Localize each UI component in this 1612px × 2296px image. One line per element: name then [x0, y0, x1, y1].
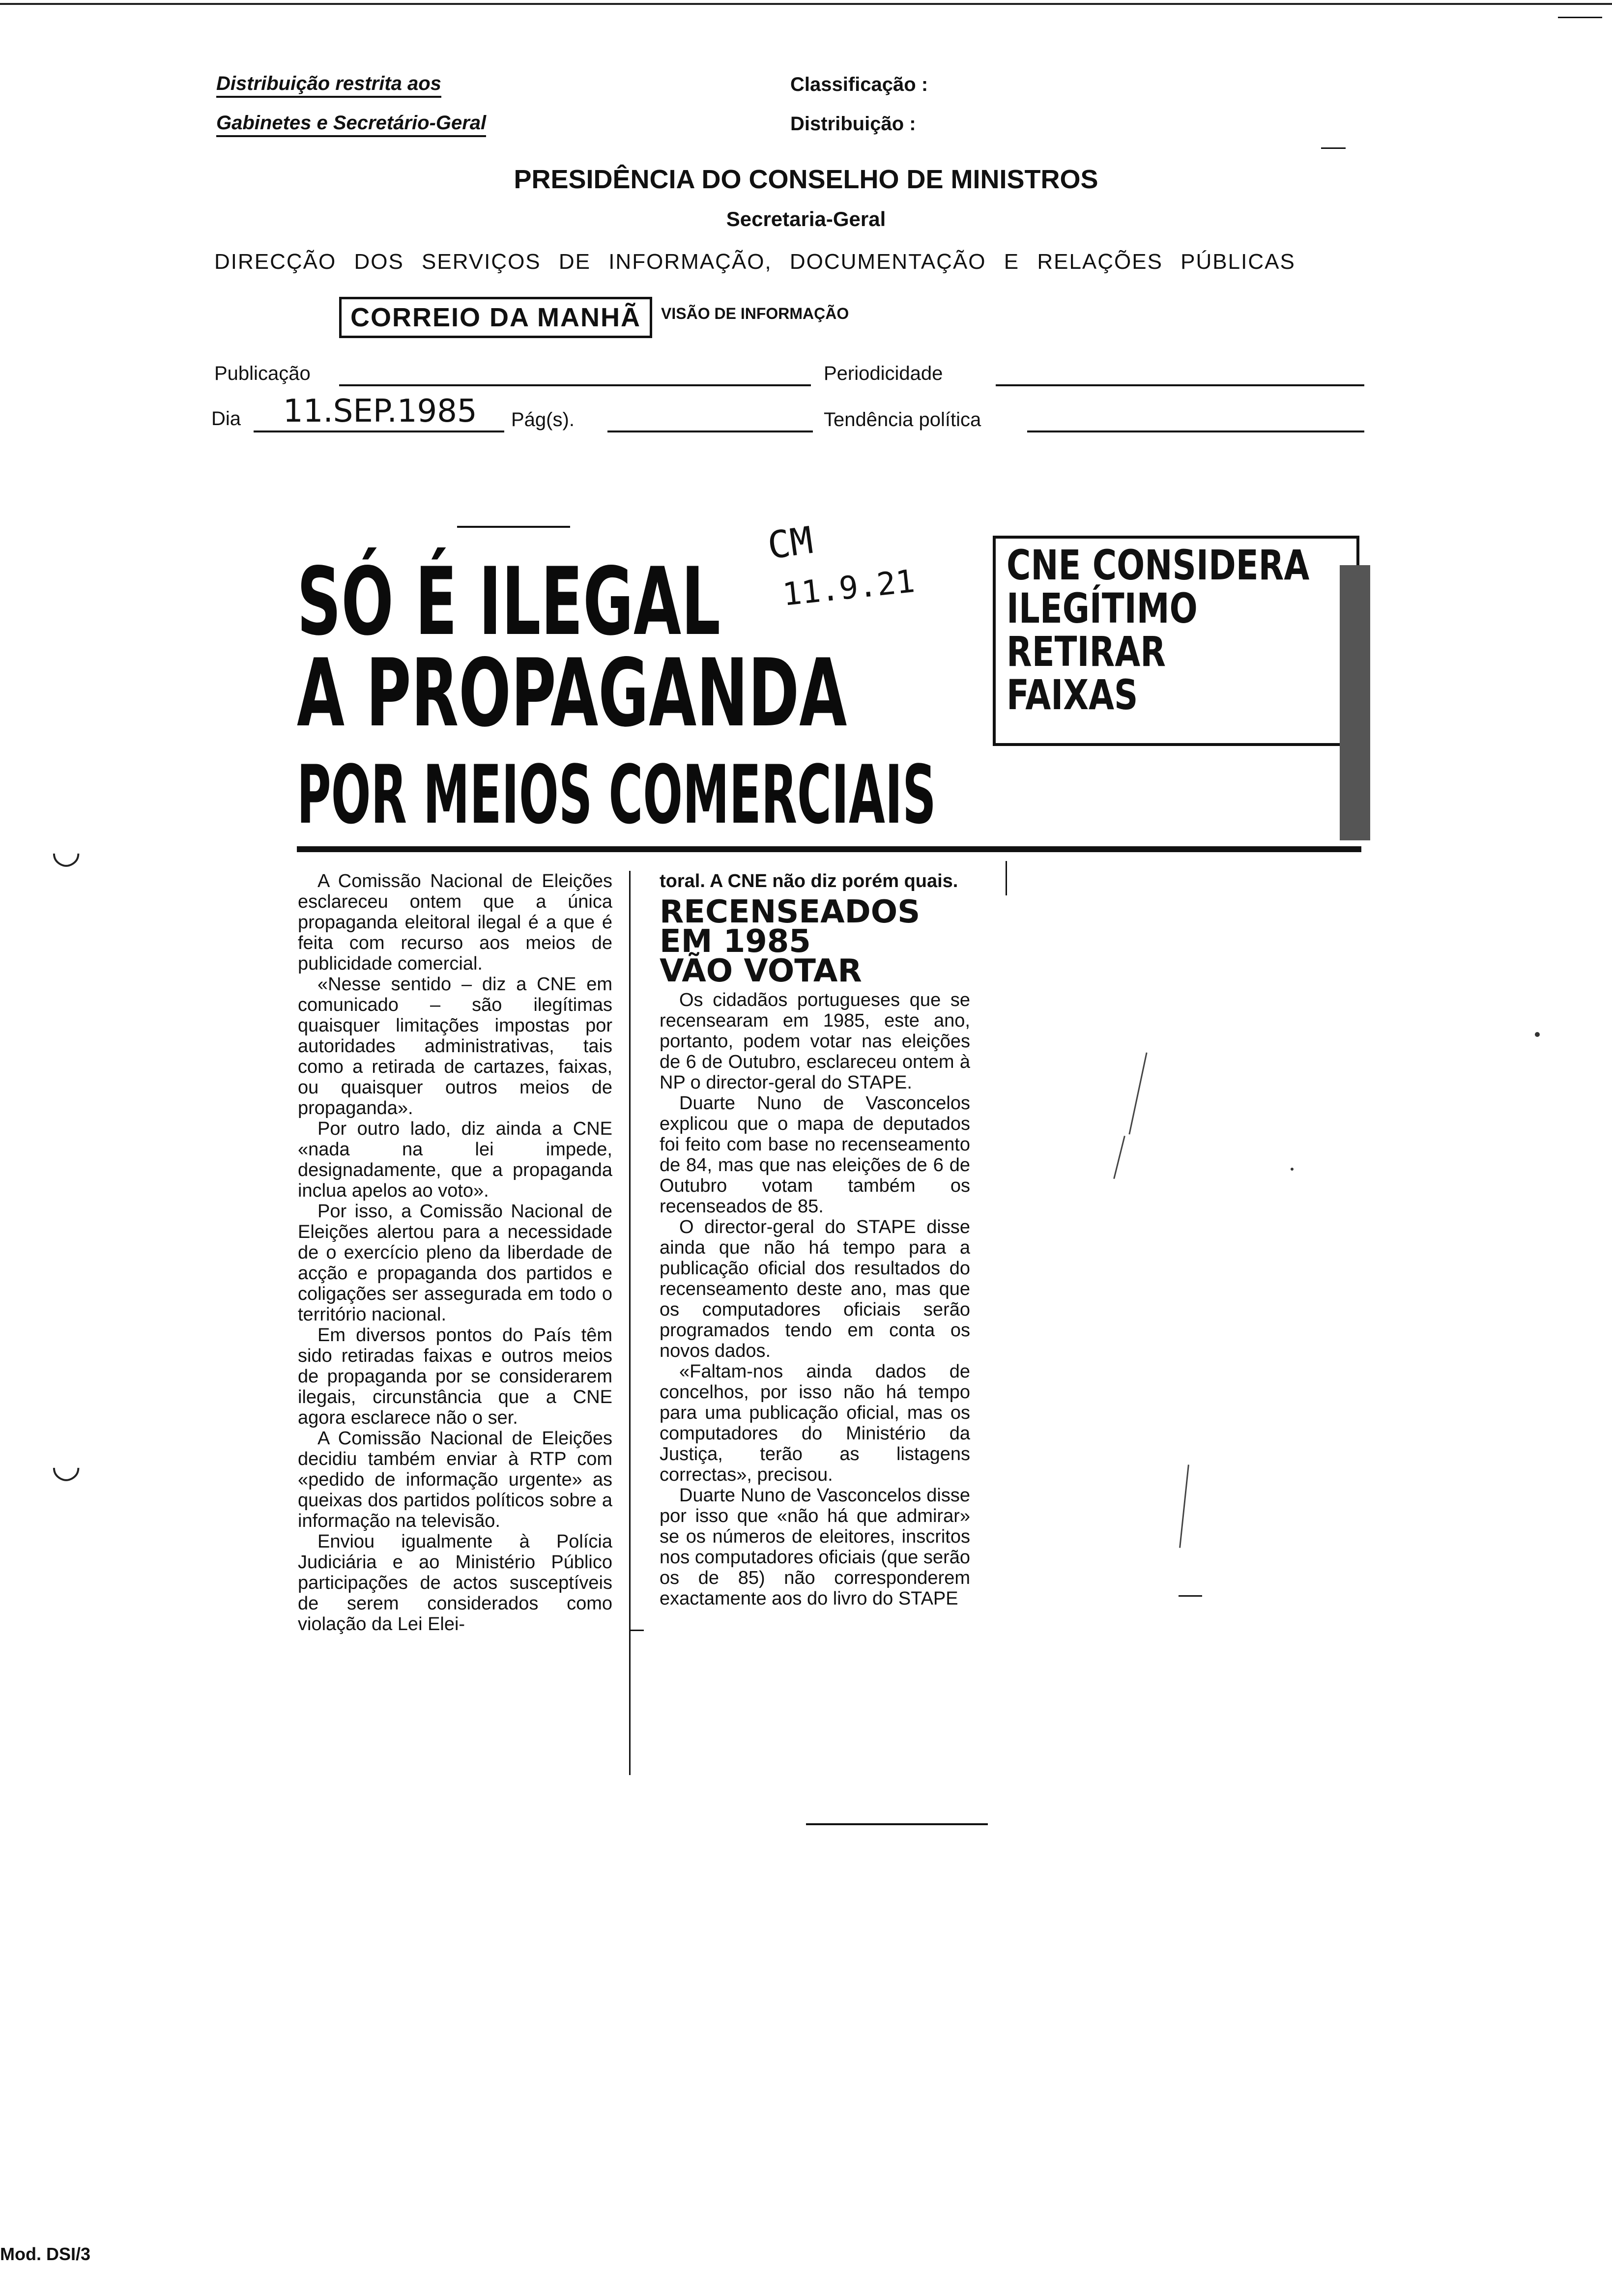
col2-continuation: toral. A CNE não diz porém quais. [660, 871, 958, 891]
punch-mark-upper: ◡ [51, 831, 82, 871]
model-code: Mod. DSI/3 [0, 2244, 91, 2264]
col2-paragraph-1: Os cidadãos portugueses que se recensearam em 1985, este ano, portanto, podem votar nas eleições de 6 de Outubro, esclareceu ontem à NP o director-geral do STAPE. [660, 990, 970, 1093]
secretaria-subtitle: Secretaria-Geral [726, 207, 886, 230]
subheadline-line-1: RECENSEADOS [660, 894, 921, 930]
cne-box-line-1: CNE CONSIDERA [1007, 541, 1310, 589]
subheadline-line-3: VÃO VOTAR [660, 953, 862, 989]
column-divider [629, 871, 631, 1775]
col2-paragraph-4: «Faltam-nos ainda dados de concelhos, por isso não há tempo para uma publicação oficial, mas os computadores do Ministério da Justiça, terão as listagens correctas», precisou. [660, 1361, 970, 1485]
headline-top-rule [457, 526, 570, 528]
photo-halftone-strip [1340, 565, 1370, 840]
col1-paragraph-3: Por outro lado, diz ainda a CNE «nada na lei impede, designadamente, que a propaganda inclua apelos ao voto». [298, 1119, 612, 1201]
handwritten-date: 11.9.21 [780, 563, 917, 613]
top-border-line [0, 3, 1612, 5]
cne-side-box [993, 536, 1359, 746]
dia-label: Dia [211, 408, 241, 430]
col2-paragraph-5: Duarte Nuno de Vasconcelos disse por isso que «não há que admirar» se os números de eleitores, inscritos nos computadores oficiais (que serão os de 85) não corresponderem exactamente aos do livro do STAPE [660, 1485, 970, 1609]
col1-paragraph-5: Em diversos pontos do País têm sido retiradas faixas e outros meios de propaganda por se considerarem ilegais, circunstância que a CNE agora esclarece não o ser. [298, 1325, 612, 1428]
stray-stroke-2 [1113, 1136, 1125, 1179]
stray-dash-corner [1558, 17, 1602, 18]
publication-stamp: CORREIO DA MANHÃ [339, 297, 652, 338]
direccao-line: DIRECÇÃO DOS SERVIÇOS DE INFORMAÇÃO, DOCUMENTAÇÃO E RELAÇÕES PÚBLICAS [214, 250, 1295, 274]
publicacao-label: Publicação [214, 363, 311, 384]
article-column-1 [298, 871, 612, 1635]
headline-line-1: SÓ É ILEGAL [297, 547, 721, 656]
headline-bottom-rule [297, 846, 1361, 852]
subheadline-line-2: EM 1985 [660, 923, 811, 960]
col1-paragraph-2: «Nesse sentido – diz a CNE em comunicado – são ilegítimas quaisquer limitações impostas por autoridades administrativas, tais como a retirada de cartazes, faixas, ou quaisquer outros meios de propaganda». [298, 974, 612, 1119]
col2-paragraph-2: Duarte Nuno de Vasconcelos explicou que o mapa de deputados foi feito com base no recenseamento de 84, mas que nas eleições de 6 de Outubro votam também os recenseados de 85. [660, 1093, 970, 1217]
cne-box-line-2: ILEGÍTIMO [1007, 584, 1198, 632]
speck-mark-1 [1535, 1032, 1540, 1037]
punch-mark-lower: ◡ [51, 1445, 82, 1485]
col1-paragraph-4: Por isso, a Comissão Nacional de Eleições alertou para a necessidade de o exercício pleno da liberdade de acção e propaganda dos partidos e coligações ser assegurada em todo o território nacional. [298, 1201, 612, 1325]
pags-underline [607, 430, 813, 432]
stray-dash-top [1321, 147, 1346, 149]
cne-box-line-3: RETIRAR [1007, 628, 1166, 676]
restricted-distribution-line2: Gabinetes e Secretário-Geral [216, 112, 486, 137]
stray-dash-left [630, 1630, 644, 1631]
publicacao-underline [339, 384, 811, 386]
stray-dash [1179, 1595, 1202, 1597]
col1-paragraph-1: A Comissão Nacional de Eleições esclareceu ontem que a única propaganda eleitoral ilegal é a que é feita com recurso aos meios de publicidade comercial. [298, 871, 612, 974]
restricted-distribution-line1: Distribuição restrita aos [216, 73, 441, 98]
cne-box-line-4: FAIXAS [1007, 671, 1138, 719]
stray-stroke-3 [1179, 1464, 1189, 1548]
subheadline [660, 894, 970, 989]
classificacao-label: Classificação : [790, 74, 928, 95]
tendencia-underline [1027, 430, 1364, 432]
tendencia-label: Tendência política [824, 409, 981, 430]
headline-line-3: POR MEIOS COMERCIAIS [297, 748, 936, 842]
col1-paragraph-7: Enviou igualmente à Polícia Judiciária e ao Ministério Público participações de actos susceptíveis de serem considerados como violação da Lei Elei- [298, 1531, 612, 1635]
headline-line-2: A PROPAGANDA [297, 639, 847, 747]
institution-title: PRESIDÊNCIA DO CONSELHO DE MINISTROS [514, 165, 1098, 194]
col1-paragraph-6: A Comissão Nacional de Eleições decidiu também enviar à RTP com «pedido de informação urgente» as queixas dos partidos políticos sobre a informação na televisão. [298, 1428, 612, 1531]
stray-stroke-1 [1128, 1053, 1147, 1135]
handwritten-cm: CM [765, 518, 816, 568]
col2-paragraph-3: O director-geral do STAPE disse ainda que não há tempo para a publicação oficial dos resultados do recenseamento deste ano, mas que os computadores oficiais serão programados tendo em conta os novos dados. [660, 1217, 970, 1361]
divisao-label: VISÃO DE INFORMAÇÃO [661, 305, 849, 322]
pags-label: Pág(s). [511, 409, 575, 430]
speck-mark-2 [1291, 1168, 1294, 1171]
article-column-2 [660, 871, 970, 1609]
periodicidade-label: Periodicidade [824, 363, 943, 384]
dia-underline [254, 430, 504, 432]
periodicidade-underline [996, 384, 1364, 386]
dia-date-stamp: 11.SEP.1985 [283, 393, 477, 430]
article-end-rule [806, 1823, 988, 1825]
right-edge-rule [1006, 861, 1007, 895]
distribuicao-label: Distribuição : [790, 113, 916, 135]
